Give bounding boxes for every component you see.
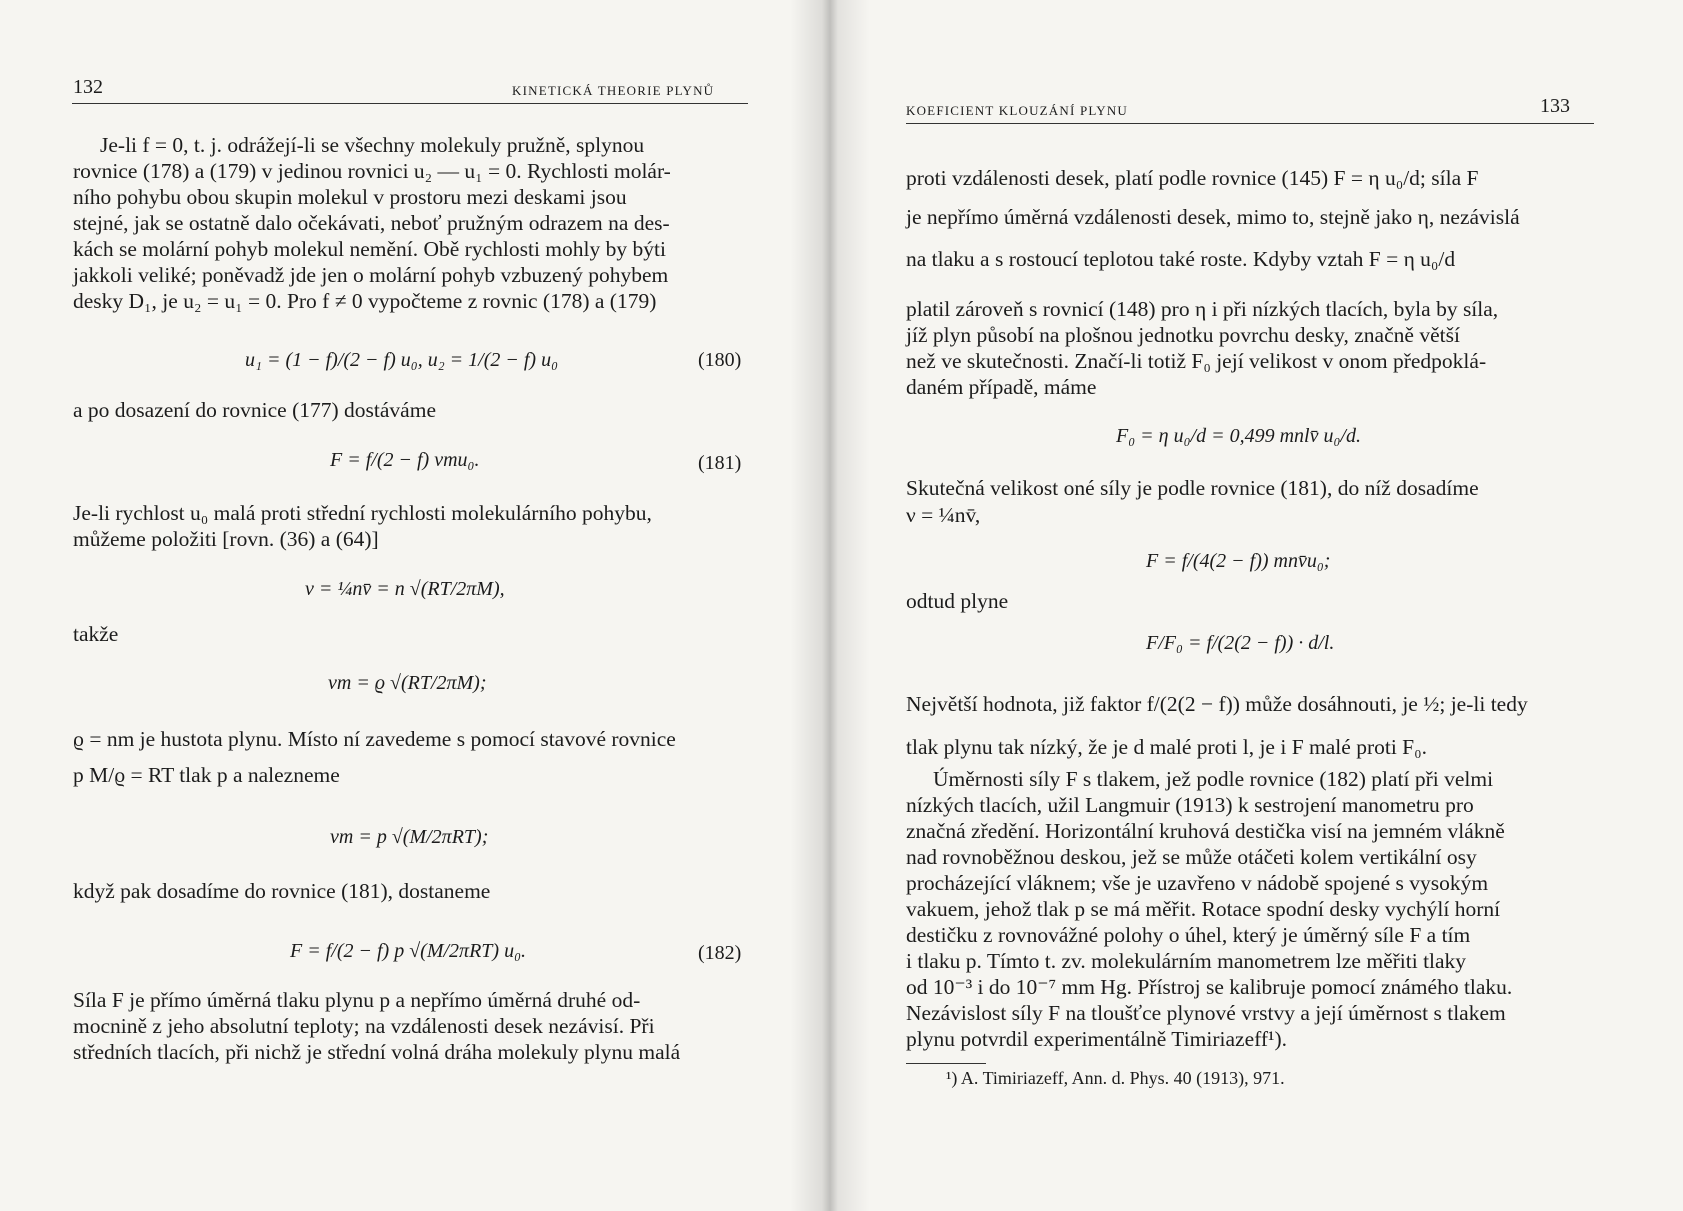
text-line: desky D₁, je u₂ = u₁ = 0. Pro f ≠ 0 vypočteme z rovnic (178) a (179) — [73, 289, 657, 313]
equation-F0: F₀ = η u₀/d = 0,499 mnlv̄ u₀/d. — [1116, 425, 1361, 447]
text-line: Je-li rychlost u₀ malá proti střední rychlosti molekulárního pohybu, — [73, 501, 652, 525]
text-line: procházející vláknem; vše je uzavřeno v nádobě spojené s vysokým — [906, 871, 1489, 895]
equation-ratio: F/F₀ = f/(2(2 − f)) · d/l. — [1146, 632, 1335, 654]
text-line: rovnice (178) a (179) v jedinou rovnici u₂ — u₁ = 0. Rychlosti molár- — [73, 159, 671, 183]
equation-num: νm = ϱ √(RT/2πM); — [328, 672, 487, 694]
text-line: nad rovnoběžnou deskou, jež se může otáčeti kolem vertikální osy — [906, 845, 1477, 869]
text-line: než ve skutečnosti. Značí-li totiž F₀ její velikost v onom předpoklá- — [906, 349, 1487, 373]
equation-number-180: (180) — [698, 349, 742, 371]
equation-number-182: (182) — [698, 942, 742, 964]
right-page — [826, 0, 1683, 1211]
text-line: proti vzdálenosti desek, platí podle rovnice (145) F = η u₀/d; síla F — [906, 166, 1479, 190]
footnote-rule — [906, 1063, 986, 1064]
text-line: a po dosazení do rovnice (177) dostáváme — [73, 398, 436, 422]
text-line: ν = ¼nv̄, — [906, 503, 981, 527]
text-line: ϱ = nm je hustota plynu. Místo ní zavedeme s pomocí stavové rovnice — [73, 727, 676, 751]
text-line: odtud plyne — [906, 589, 1009, 613]
text-line: Je-li f = 0, t. j. odrážejí-li se všechny molekuly pružně, splynou — [100, 133, 645, 157]
text-line: Nezávislost síly F na tloušťce plynové vrstvy a její úměrnost s tlakem — [906, 1001, 1506, 1025]
text-line: platil zároveň s rovnicí (148) pro η i při nízkých tlacích, byla by síla, — [906, 297, 1499, 321]
text-line: stejné, jak se ostatně dalo očekávati, neboť pružným odrazem na des- — [73, 211, 670, 235]
text-line: jíž plyn působí na plošnou jednotku povrchu desky, značně větší — [906, 323, 1460, 347]
text-line: můžeme položiti [rovn. (36) a (64)] — [73, 527, 379, 551]
header-rule-right — [906, 123, 1594, 124]
equation-F: F = f/(4(2 − f)) mnv̄u₀; — [1146, 550, 1331, 572]
text-line: když pak dosadíme do rovnice (181), dostaneme — [73, 879, 491, 903]
equation-number-181: (181) — [698, 452, 742, 474]
text-line: daném případě, máme — [906, 375, 1097, 399]
text-line: Největší hodnota, již faktor f/(2(2 − f)) může dosáhnouti, je ½; je-li tedy — [906, 692, 1528, 716]
text-line: středních tlacích, při nichž je střední volná dráha molekuly plynu malá — [73, 1040, 681, 1064]
header-rule-left — [72, 103, 748, 104]
text-line: je nepřímo úměrná vzdálenosti desek, mimo to, stejně jako η, nezávislá — [906, 205, 1520, 229]
text-line: tlak plynu tak nízký, že je d malé proti l, je i F malé proti F₀. — [906, 735, 1427, 759]
text-line: kách se molární pohyb molekul nemění. Obě rychlosti mohly by býti — [73, 237, 666, 261]
page-number-left: 132 — [73, 76, 103, 98]
footnote: ¹) A. Timiriazeff, Ann. d. Phys. 40 (1913), 971. — [946, 1068, 1285, 1088]
text-line: Úměrnosti síly F s tlakem, jež podle rovnice (182) platí při velmi — [933, 767, 1494, 791]
equation-182: F = f/(2 − f) p √(M/2πRT) u₀. — [290, 940, 527, 962]
text-line: mocnině z jeho absolutní teploty; na vzdálenosti desek nezávisí. Při — [73, 1014, 655, 1038]
text-line: jakkoli veliké; poněvadž jde jen o molární pohyb vzbuzený pohybem — [73, 263, 669, 287]
page-number-right: 133 — [1540, 95, 1570, 117]
text-line: i tlaku p. Tímto t. zv. molekulárním manometrem lze měřiti tlaky — [906, 949, 1467, 973]
running-head-left: KINETICKÁ THEORIE PLYNŮ — [512, 83, 715, 98]
text-line: ního pohybu obou skupin molekul v prostoru mezi deskami jsou — [73, 185, 627, 209]
equation-nu: ν = ¼nv̄ = n √(RT/2πM), — [305, 578, 505, 600]
text-line: na tlaku a s rostoucí teplotou také roste. Kdyby vztah F = η u₀/d — [906, 247, 1456, 271]
left-page — [0, 0, 830, 1211]
text-line: destičku z rovnovážné polohy o úhel, který je úměrný síle F a tím — [906, 923, 1471, 947]
text-line: vakuem, jehož tlak p se má měřit. Rotace spodní desky vychýlí horní — [906, 897, 1501, 921]
text-line: nízkých tlacích, užil Langmuir (1913) k sestrojení manometru pro — [906, 793, 1474, 817]
text-line: od 10⁻³ i do 10⁻⁷ mm Hg. Přístroj se kalibruje pomocí známého tlaku. — [906, 975, 1513, 999]
equation-num-2: νm = p √(M/2πRT); — [330, 826, 489, 848]
equation-181: F = f/(2 − f) νmu₀. — [330, 449, 480, 471]
text-line: značná zředění. Horizontální kruhová destička visí na jemném vlákně — [906, 819, 1505, 843]
equation-180: u₁ = (1 − f)/(2 − f) u₀, u₂ = 1/(2 − f) u₀ — [245, 349, 559, 371]
text-line: Skutečná velikost oné síly je podle rovnice (181), do níž dosadíme — [906, 476, 1479, 500]
text-line: p M/ϱ = RT tlak p a nalezneme — [73, 763, 340, 787]
text-line: plynu potvrdil experimentálně Timiriazeff¹). — [906, 1027, 1288, 1051]
text-line: takže — [73, 622, 119, 646]
running-head-right: KOEFICIENT KLOUZÁNÍ PLYNU — [906, 103, 1128, 118]
text-line: Síla F je přímo úměrná tlaku plynu p a nepřímo úměrná druhé od- — [73, 988, 641, 1012]
